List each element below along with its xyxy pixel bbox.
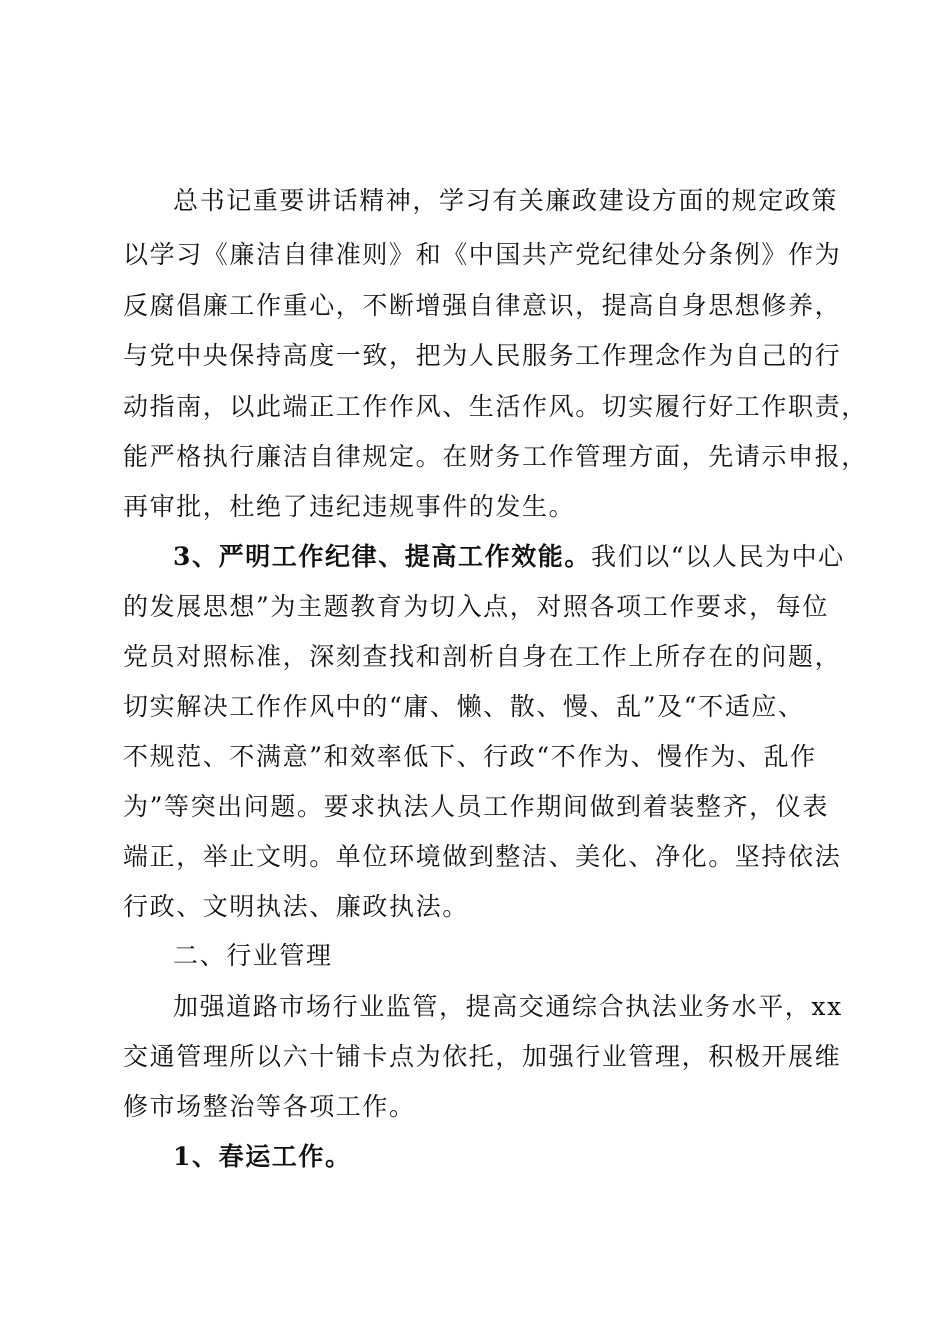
paragraph-line: 总书记重要讲话精神，学习有关廉政建设方面的规定政策 xyxy=(173,186,839,215)
paragraph-line: 动指南，以此端正工作作风、生活作风。切实履行好工作职责， xyxy=(123,392,868,421)
paragraph-line: 修市场整治等各项工作。 xyxy=(123,1092,416,1121)
paragraph-line: 反腐倡廉工作重心，不断增强自律意识，提高自身思想修养， xyxy=(123,291,842,320)
paragraph-line: 为”等突出问题。要求执法人员工作期间做到着装整齐，仪表 xyxy=(123,792,829,821)
paragraph-line: 端正，举止文明。单位环境做到整洁、美化、净化。坚持依法 xyxy=(123,842,842,871)
paragraph-line: 党员对照标准，深刻查找和剖析自身在工作上所存在的问题， xyxy=(123,642,842,671)
paragraph-first-line xyxy=(173,540,843,574)
paragraph-line: 以学习《廉洁自律准则》和《中国共产党纪律处分条例》作为 xyxy=(123,240,842,269)
section-heading: 二、行业管理 xyxy=(173,941,333,970)
paragraph-line: 交通管理所以六十铺卡点为依托，加强行业管理，积极开展维 xyxy=(123,1042,842,1071)
paragraph-line: 行政、文明执法、廉政执法。 xyxy=(123,892,469,921)
paragraph-line: 切实解决工作作风中的“庸、懒、散、慢、乱”及“不适应、 xyxy=(123,692,805,721)
paragraph-line: 不规范、不满意”和效率低下、行政“不作为、慢作为、乱作 xyxy=(123,742,817,771)
paragraph-text: 我们以“以人民为中心 xyxy=(591,542,845,571)
paragraph-line: 加强道路市场行业监管，提高交通综合执法业务水平，xx xyxy=(173,992,843,1021)
section-heading-3: 3、严明工作纪律、提高工作效能。 xyxy=(173,542,591,571)
paragraph-line: 再审批，杜绝了违纪违规事件的发生。 xyxy=(123,492,576,521)
paragraph-line: 的发展思想”为主题教育为切入点，对照各项工作要求，每位 xyxy=(123,592,829,621)
subsection-heading: 1、春运工作。 xyxy=(173,1142,352,1171)
paragraph-line: 与党中央保持高度一致，把为人民服务工作理念作为自己的行 xyxy=(123,341,842,370)
paragraph-line: 能严格执行廉洁自律规定。在财务工作管理方面，先请示申报， xyxy=(123,442,868,471)
